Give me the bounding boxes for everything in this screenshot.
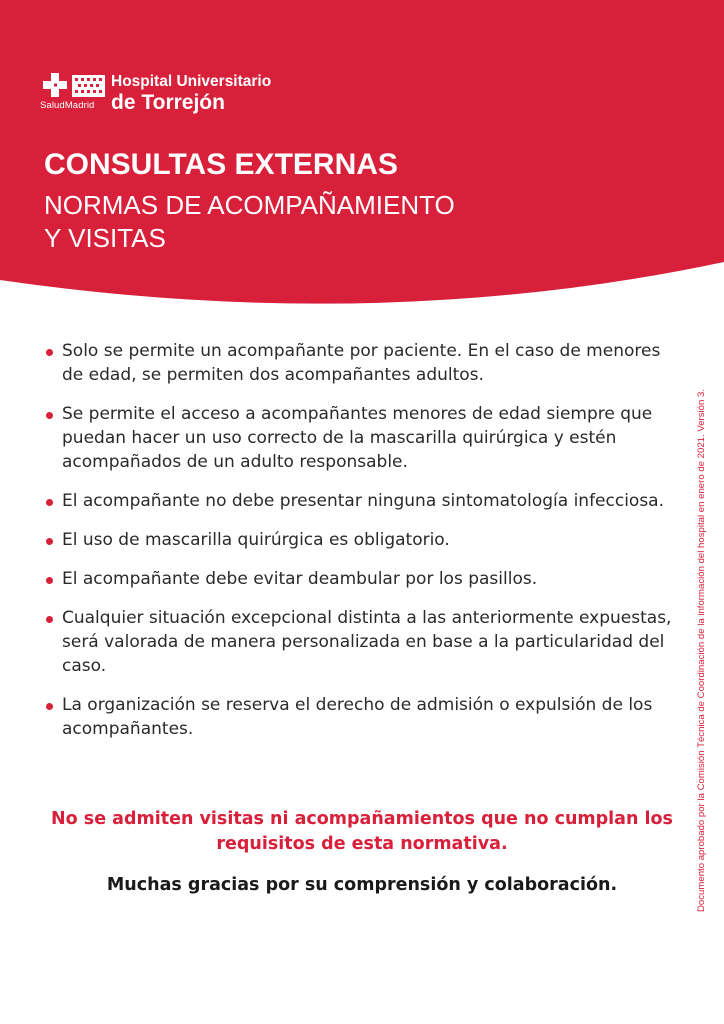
rule-text: El acompañante debe evitar deambular por los pasillos. <box>62 569 538 589</box>
page-title: CONSULTAS EXTERNAS <box>44 148 398 181</box>
rule-item <box>44 528 680 552</box>
rules-list <box>44 339 680 756</box>
salud-madrid-label: SaludMadrid <box>40 100 95 111</box>
rule-item <box>44 567 680 591</box>
thanks-message: Muchas gracias por su comprensión y colaboración. <box>106 875 618 895</box>
rule-item <box>44 339 680 387</box>
rule-item <box>44 693 680 741</box>
bullet-icon <box>46 616 53 623</box>
page-subtitle <box>44 189 455 255</box>
rule-text: Se permite el acceso a acompañantes menores de edad siempre que puedan hacer un uso correcto de la mascarilla quirúrgica y estén acompañados de un adulto responsable. <box>62 404 653 472</box>
rule-item <box>44 489 680 513</box>
bullet-icon <box>46 349 53 356</box>
hospital-logo <box>40 70 320 120</box>
rule-text: Cualquier situación excepcional distinta a las anteriormente expuestas, será valorada de manera personalizada en base a la particularidad del caso. <box>62 608 672 676</box>
bullet-icon <box>46 577 53 584</box>
rule-item <box>44 402 680 474</box>
rule-text: El uso de mascarilla quirúrgica es obligatorio. <box>62 530 450 550</box>
bullet-icon <box>46 412 53 419</box>
bullet-icon <box>46 703 53 710</box>
rule-item <box>44 606 680 678</box>
rule-text: El acompañante no debe presentar ninguna sintomatología infecciosa. <box>62 491 665 511</box>
hospital-name-line1: Hospital Universitario <box>111 73 272 90</box>
rule-text: La organización se reserva el derecho de admisión o expulsión de los acompañantes. <box>62 695 653 739</box>
approval-side-note: Documento aprobado por la Comisión Técnica de Coordinación de la información del hospital en enero de 2021. Versión 3. <box>696 388 707 912</box>
bullet-icon <box>46 538 53 545</box>
rule-text: Solo se permite un acompañante por paciente. En el caso de menores de edad, se permiten dos acompañantes adultos. <box>62 341 661 385</box>
subtitle-line1: NORMAS DE ACOMPAÑAMIENTO <box>44 190 455 220</box>
subtitle-line2: Y VISITAS <box>44 223 166 253</box>
hospital-name-line2: de Torrejón <box>111 91 225 114</box>
salud-madrid-logo-icon <box>40 70 108 100</box>
warning-notice: No se admiten visitas ni acompañamientos que no cumplan los requisitos de esta normativa. <box>51 809 673 854</box>
bullet-icon <box>46 499 53 506</box>
